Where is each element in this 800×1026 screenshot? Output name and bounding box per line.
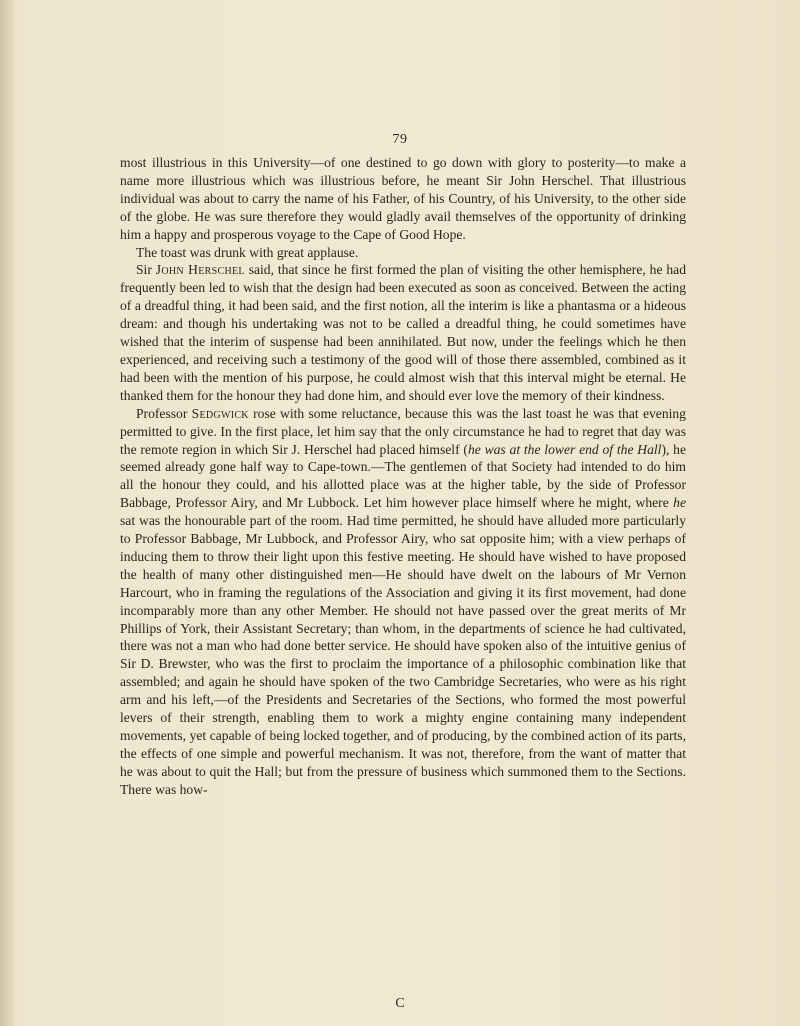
paragraph (120, 154, 686, 244)
italic-text: he (673, 495, 686, 511)
body-text (120, 154, 686, 799)
text-run: Professor (136, 405, 192, 421)
text-run: said, that since he first formed the plan of visiting the other hemisphere, he had frequently been led to wish that the design had been executed as soon as conceived. Between the acting of a dreadful thing, it had been said, and the first notion, all the interim is like a phantasma or a hideous dream: and though his undertaking was not to be called a dreadful thing, he could sometimes have wished that the interim of suspense had been annihilated. But now, under the feelings which he then experienced, and receiving such a testimony of the good will of those there assembled, combined as it had been with the mention of his purpose, he could almost wish that this interval might be eternal. He thanked them for the honour they had done him, and should ever love the memory of their kindness. (120, 262, 687, 403)
person-name: John Herschel (155, 262, 245, 278)
text-run: rose with some reluctance, because this was the last toast he was that evening permitted to give. In the first place, let him say that the only circumstance he had to regret that day was the remote region in which Sir J. Herschel had placed himself ( (120, 405, 686, 457)
text-run: ), he seemed already gone half way to Cape-town.—The gentlemen of that Society had intended to do him all the honour they could, and his allotted place was at the higher table, by the side of Professor Babbage, Professor Airy, and Mr Lubbock. Let him however place himself where he might, where (120, 441, 687, 511)
person-name: Sedgwick (191, 405, 249, 421)
paragraph (120, 405, 686, 799)
text-run: Sir (136, 262, 156, 278)
paragraph (120, 244, 686, 262)
text-run: The toast was drunk with great applause. (136, 244, 359, 260)
italic-text: he was at the lower end of the Hall (467, 441, 662, 457)
page-number: 79 (392, 132, 408, 147)
signature-mark: C (395, 996, 405, 1011)
page-gutter (0, 0, 14, 1026)
text-run: sat was the honourable part of the room. Had time permitted, he should have alluded more particularly to Professor Babbage, Mr Lubbock, and Professor Airy, who sat opposite him; with a view perhaps of inducing them to throw their light upon this festive meeting. He should have wished to have proposed the health of many other distinguished men—He should have dwelt on the labours of Mr Vernon Harcourt, who in framing the regulations of the Association and giving it its first movement, had done incomparably more than any other Member. He should not have passed over the great merits of Mr Phillips of York, their Assistant Secretary; than whom, in the departments of science he had cultivated, there was not a man who had done better service. He should have spoken also of the intuitive genius of Sir D. Brewster, who was the first to proclaim the importance of a philosophic combination like that assembled; and again he should have spoken of the two Cambridge Secretaries, who were as his right arm and his left,—of the Presidents and Secretaries of the Sections, who formed the most powerful levers of their strength, enabling them to work a mighty engine containing many independent movements, yet capable of being locked together, and of producing, by the combined action of its parts, the effects of one simple and powerful mechanism. It was not, therefore, from the want of matter that he was about to quit the Hall; but from the pressure of business which summoned them to the Sections. There was how- (120, 513, 686, 797)
paragraph (120, 261, 686, 404)
text-run: most illustrious in this University—of one destined to go down with glory to posterity—to make a name more illustrious which was illustrious before, he meant Sir John Herschel. That illustrious individual was about to carry the name of his Father, of his Country, of his University, to the other side of the globe. He was sure therefore they would gladly avail themselves of the opportunity of drinking him a happy and prosperous voyage to the Cape of Good Hope. (120, 155, 686, 242)
